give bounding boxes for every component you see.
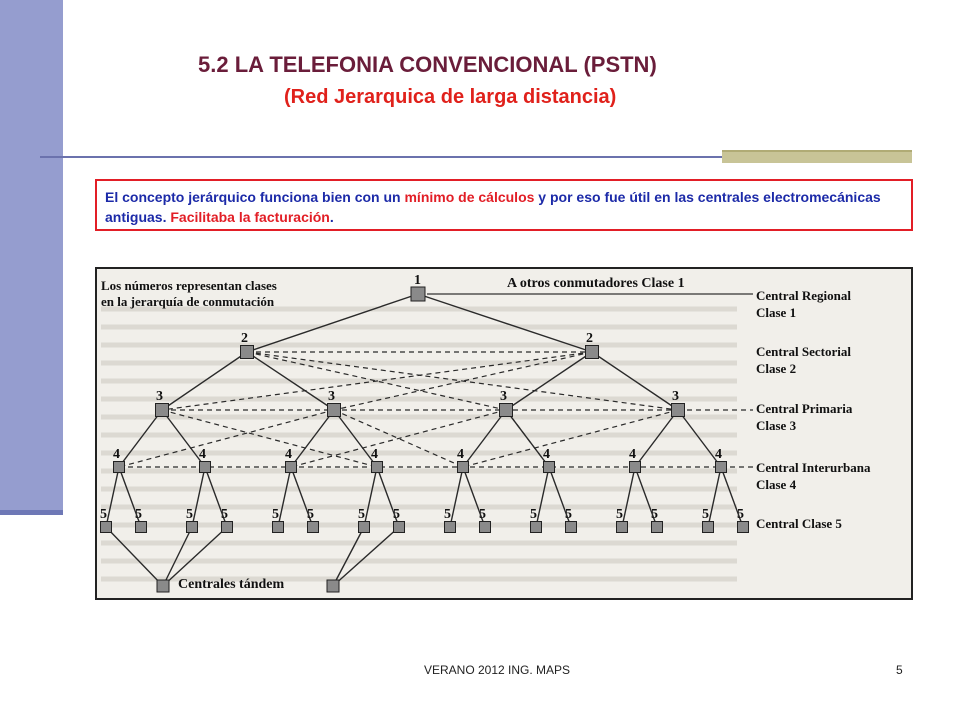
node-class2: [586, 346, 599, 359]
scan-background-texture: [101, 309, 737, 579]
label-class4: 4: [629, 447, 636, 462]
link-class4-class5: [622, 467, 635, 527]
link-class4-class5: [106, 467, 119, 527]
label-class5: 5: [393, 507, 400, 522]
legend-interurbana-class: Clase 4: [756, 477, 797, 492]
link-class4-class5: [278, 467, 291, 527]
node-class5: [187, 522, 198, 533]
label-class5: 5: [616, 507, 623, 522]
label-class3: 3: [156, 389, 163, 404]
callout-highlight-1: mínimo de cálculos: [404, 189, 535, 205]
node-class5: [531, 522, 542, 533]
node-class2: [241, 346, 254, 359]
node-class3: [156, 404, 169, 417]
label-class2: 2: [241, 331, 248, 346]
switch-nodes: [101, 287, 749, 592]
slide-title: 5.2 LA TELEFONIA CONVENCIONAL (PSTN): [198, 52, 657, 77]
label-class5: 5: [272, 507, 279, 522]
node-tandem: [327, 580, 339, 592]
label-class5: 5: [221, 507, 228, 522]
label-class4: 4: [457, 447, 464, 462]
node-class1: [411, 287, 425, 301]
sidebar-accent: [0, 0, 63, 512]
label-class5: 5: [530, 507, 537, 522]
sidebar-shadow: [0, 510, 63, 515]
label-class5: 5: [702, 507, 709, 522]
node-class3: [328, 404, 341, 417]
node-class5: [652, 522, 663, 533]
label-class5: 5: [186, 507, 193, 522]
node-class3: [672, 404, 685, 417]
label-class5: 5: [479, 507, 486, 522]
link-class4-class5: [192, 467, 205, 527]
label-class4: 4: [113, 447, 120, 462]
link-class4-class5: [450, 467, 463, 527]
label-class2: 2: [586, 331, 593, 346]
node-class4: [286, 462, 297, 473]
label-class5: 5: [737, 507, 744, 522]
label-class3: 3: [328, 389, 335, 404]
cross-links: [119, 352, 753, 467]
node-class5: [308, 522, 319, 533]
label-class5: 5: [565, 507, 572, 522]
node-class5: [273, 522, 284, 533]
legend-sectorial-class: Clase 2: [756, 361, 797, 376]
node-class5: [738, 522, 749, 533]
node-class4: [200, 462, 211, 473]
slide-subtitle: (Red Jerarquica de larga distancia): [284, 86, 617, 108]
note-line-1: Los números representan clases: [101, 278, 277, 293]
node-class4: [114, 462, 125, 473]
link-class4-class5: [536, 467, 549, 527]
note-line-2: en la jerarquía de conmutación: [101, 294, 275, 309]
footer-text: VERANO 2012 ING. MAPS: [424, 663, 571, 677]
link-class4-class5: [708, 467, 721, 527]
label-class1: 1: [414, 273, 421, 288]
callout-text-3: .: [329, 209, 334, 225]
label-class5: 5: [651, 507, 658, 522]
legend-sectorial: Central Sectorial: [756, 344, 851, 359]
node-class5: [359, 522, 370, 533]
node-class5: [480, 522, 491, 533]
node-class4: [458, 462, 469, 473]
legend-regional-class: Clase 1: [756, 305, 797, 320]
accent-bar-edge: [722, 150, 912, 152]
label-class5: 5: [135, 507, 142, 522]
node-class5: [101, 522, 112, 533]
label-class4: 4: [543, 447, 550, 462]
legend-interurbana: Central Interurbana: [756, 460, 871, 475]
callout-text-2: y por eso fue útil en las centrales electromecánicas antiguas.: [105, 189, 881, 225]
label-class5: 5: [100, 507, 107, 522]
node-class5: [566, 522, 577, 533]
node-class5: [394, 522, 405, 533]
callout-text-1: El concepto jerárquico funciona bien con un: [105, 189, 405, 205]
legend-clase5: Central Clase 5: [756, 516, 842, 531]
top-label: A otros conmutadores Clase 1: [507, 276, 685, 291]
label-class3: 3: [672, 389, 679, 404]
label-class4: 4: [285, 447, 292, 462]
node-class3: [500, 404, 513, 417]
callout-box: [95, 179, 913, 231]
node-class4: [716, 462, 727, 473]
hierarchy-figure: [95, 267, 913, 600]
label-class5: 5: [307, 507, 314, 522]
node-class5: [703, 522, 714, 533]
node-class5: [136, 522, 147, 533]
node-class5: [222, 522, 233, 533]
node-class4: [630, 462, 641, 473]
label-class5: 5: [444, 507, 451, 522]
legend-primaria: Central Primaria: [756, 401, 853, 416]
legend-primaria-class: Clase 3: [756, 418, 797, 433]
page-number: 5: [896, 663, 903, 677]
callout-highlight-2: Facilitaba la facturación: [170, 209, 330, 225]
label-class4: 4: [199, 447, 206, 462]
label-class4: 4: [371, 447, 378, 462]
link-class4-class5: [364, 467, 377, 527]
hierarchy-diagram: [97, 269, 911, 598]
legend-regional: Central Regional: [756, 288, 851, 303]
node-class4: [372, 462, 383, 473]
node-class5: [445, 522, 456, 533]
node-class5: [617, 522, 628, 533]
node-class4: [544, 462, 555, 473]
label-class4: 4: [715, 447, 722, 462]
label-class5: 5: [358, 507, 365, 522]
label-class3: 3: [500, 389, 507, 404]
node-tandem: [157, 580, 169, 592]
tandem-label: Centrales tándem: [178, 577, 285, 592]
